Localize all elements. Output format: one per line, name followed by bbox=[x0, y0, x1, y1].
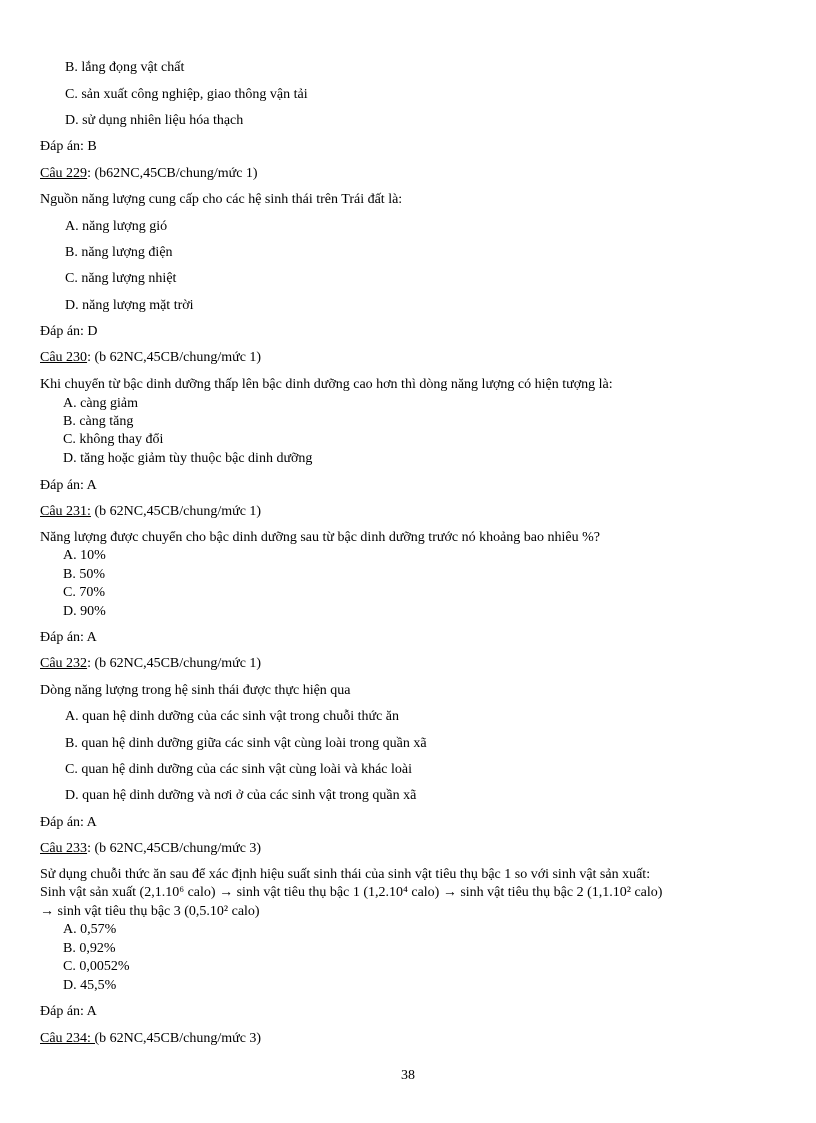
question-meta: : (b62NC,45CB/chung/mức 1) bbox=[87, 166, 258, 181]
option-line: B. năng lượng điện bbox=[65, 245, 173, 260]
answer-line: Đáp án: A bbox=[40, 1004, 97, 1019]
question-text: → sinh vật tiêu thụ bậc 3 (0,5.10² calo) bbox=[40, 904, 260, 919]
answer-line: Đáp án: A bbox=[40, 630, 97, 645]
answer-line: Đáp án: D bbox=[40, 324, 98, 339]
question-text: Nguồn năng lượng cung cấp cho các hệ sinh thái trên Trái đất là: bbox=[40, 192, 403, 207]
option-line: A. quan hệ dinh dưỡng của các sinh vật trong chuỗi thức ăn bbox=[65, 709, 399, 724]
question-meta: (b 62NC,45CB/chung/mức 1) bbox=[90, 504, 262, 519]
option-line: C. năng lượng nhiệt bbox=[65, 271, 177, 286]
option-line: A. 0,57% bbox=[63, 922, 117, 937]
option-line: D. 45,5% bbox=[63, 978, 117, 993]
option-line: D. tăng hoặc giảm tùy thuộc bậc dinh dưỡng bbox=[63, 451, 313, 466]
option-line: B. lắng đọng vật chất bbox=[65, 60, 185, 75]
page-number: 38 bbox=[401, 1068, 415, 1083]
question-text: Dòng năng lượng trong hệ sinh thái được thực hiện qua bbox=[40, 683, 351, 698]
question-label: Câu 229 bbox=[40, 166, 88, 181]
answer-line: Đáp án: A bbox=[40, 478, 97, 493]
option-line: B. 0,92% bbox=[63, 941, 116, 956]
question-text: Sử dụng chuỗi thức ăn sau để xác định hiệu suất sinh thái của sinh vật tiêu thụ bậc 1 so với sinh vật sản xuất: bbox=[40, 867, 651, 882]
question-header bbox=[40, 165, 258, 183]
question-meta: : (b 62NC,45CB/chung/mức 1) bbox=[87, 350, 262, 365]
option-line: C. 0,0052% bbox=[63, 959, 130, 974]
question-meta: b 62NC,45CB/chung/mức 3) bbox=[99, 1031, 262, 1046]
option-line: C. sản xuất công nghiệp, giao thông vận tải bbox=[65, 87, 308, 102]
question-text: Khi chuyển từ bậc dinh dưỡng thấp lên bậc dinh dưỡng cao hơn thì dòng năng lượng có hiện tượng là: bbox=[40, 377, 613, 392]
option-line: D. năng lượng mặt trời bbox=[65, 298, 194, 313]
question-label: Câu 233 bbox=[40, 841, 88, 856]
question-header bbox=[40, 655, 261, 673]
option-line: D. sử dụng nhiên liệu hóa thạch bbox=[65, 113, 244, 128]
option-line: B. càng tăng bbox=[63, 414, 134, 429]
option-line: C. quan hệ dinh dưỡng của các sinh vật cùng loài và khác loài bbox=[65, 762, 412, 777]
option-line: C. không thay đổi bbox=[63, 432, 164, 447]
question-label: Câu 231: bbox=[40, 504, 91, 519]
question-label: Câu 234: ( bbox=[40, 1031, 100, 1046]
question-header bbox=[40, 503, 261, 521]
option-line: A. 10% bbox=[63, 548, 106, 563]
option-line: D. quan hệ dinh dưỡng và nơi ở của các sinh vật trong quần xã bbox=[65, 788, 417, 803]
question-text: Năng lượng được chuyển cho bậc dinh dưỡng sau từ bậc dinh dưỡng trước nó khoảng bao nhiêu %? bbox=[40, 530, 600, 545]
answer-line: Đáp án: A bbox=[40, 815, 97, 830]
question-meta: : (b 62NC,45CB/chung/mức 1) bbox=[87, 656, 262, 671]
option-line: A. càng giảm bbox=[63, 396, 139, 411]
question-label: Câu 230 bbox=[40, 350, 88, 365]
answer-line: Đáp án: B bbox=[40, 139, 97, 154]
option-line: B. 50% bbox=[63, 567, 105, 582]
question-header bbox=[40, 349, 261, 367]
option-line: D. 90% bbox=[63, 604, 106, 619]
question-header bbox=[40, 840, 261, 858]
option-line: B. quan hệ dinh dưỡng giữa các sinh vật cùng loài trong quần xã bbox=[65, 736, 427, 751]
option-line: A. năng lượng gió bbox=[65, 219, 168, 234]
question-text: Sinh vật sản xuất (2,1.10⁶ calo) → sinh vật tiêu thụ bậc 1 (1,2.10⁴ calo) → sinh vật tiêu thụ bậc 2 (1,1.10² calo) bbox=[40, 885, 663, 900]
question-meta: : (b 62NC,45CB/chung/mức 3) bbox=[87, 841, 262, 856]
question-header bbox=[40, 1030, 261, 1048]
option-line: C. 70% bbox=[63, 585, 105, 600]
question-label: Câu 232 bbox=[40, 656, 88, 671]
